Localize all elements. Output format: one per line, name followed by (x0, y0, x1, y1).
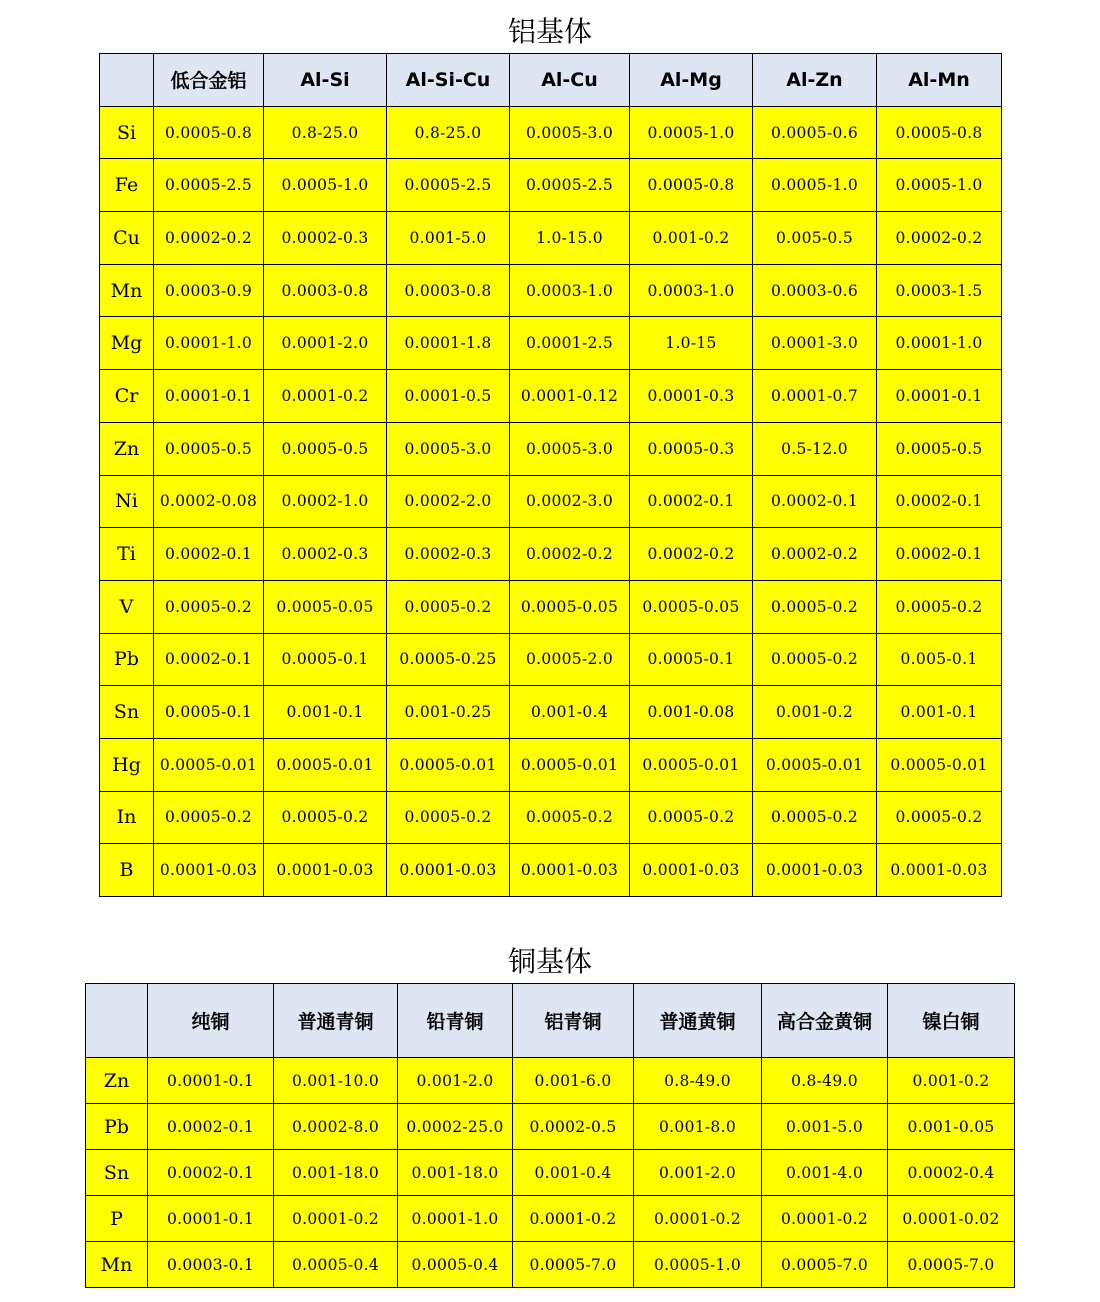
column-header: Al-Mg (630, 54, 753, 107)
element-label: Zn (100, 422, 154, 475)
table-row (100, 264, 1002, 317)
range-cell: 0.0005-0.01 (877, 738, 1002, 791)
table-row (100, 475, 1002, 528)
range-cell: 0.0001-0.03 (630, 844, 753, 897)
range-cell: 0.0005-0.05 (264, 580, 387, 633)
range-cell: 0.001-18.0 (398, 1150, 513, 1196)
element-label: In (100, 791, 154, 844)
range-cell: 0.0005-0.2 (387, 580, 510, 633)
copper-table-body (86, 1058, 1015, 1288)
range-cell: 0.0002-8.0 (274, 1104, 398, 1150)
table-row (86, 1242, 1015, 1288)
element-label: Si (100, 106, 154, 159)
table-row (100, 528, 1002, 581)
range-cell: 0.0005-0.2 (264, 791, 387, 844)
range-cell: 0.0002-25.0 (398, 1104, 513, 1150)
range-cell: 0.0005-0.2 (877, 580, 1002, 633)
range-cell: 0.8-25.0 (387, 106, 510, 159)
table-row (86, 1104, 1015, 1150)
range-cell: 0.0001-0.2 (762, 1196, 888, 1242)
header-corner-cell (86, 984, 148, 1058)
range-cell: 0.001-2.0 (398, 1058, 513, 1104)
range-cell: 0.0001-2.5 (510, 317, 630, 370)
range-cell: 0.005-0.1 (877, 633, 1002, 686)
range-cell: 0.0002-0.1 (630, 475, 753, 528)
range-cell: 0.0005-0.5 (264, 422, 387, 475)
range-cell: 0.0001-0.12 (510, 370, 630, 423)
range-cell: 0.001-2.0 (634, 1150, 762, 1196)
range-cell: 0.0005-0.2 (753, 791, 877, 844)
element-label: Mn (86, 1242, 148, 1288)
range-cell: 0.001-0.1 (264, 686, 387, 739)
table-row (100, 159, 1002, 212)
range-cell: 0.0001-0.03 (753, 844, 877, 897)
range-cell: 0.0005-1.0 (264, 159, 387, 212)
column-header: 低合金铝 (154, 54, 264, 107)
range-cell: 0.0005-1.0 (877, 159, 1002, 212)
range-cell: 0.0002-0.3 (264, 528, 387, 581)
range-cell: 0.8-49.0 (762, 1058, 888, 1104)
range-cell: 0.001-0.4 (510, 686, 630, 739)
range-cell: 0.0002-0.1 (154, 528, 264, 581)
range-cell: 0.001-0.08 (630, 686, 753, 739)
range-cell: 0.0002-2.0 (387, 475, 510, 528)
range-cell: 0.0005-3.0 (387, 422, 510, 475)
range-cell: 0.0003-0.8 (264, 264, 387, 317)
range-cell: 0.5-12.0 (753, 422, 877, 475)
range-cell: 1.0-15.0 (510, 212, 630, 265)
range-cell: 0.0001-0.2 (634, 1196, 762, 1242)
range-cell: 0.0005-1.0 (634, 1242, 762, 1288)
element-label: Pb (100, 633, 154, 686)
range-cell: 0.0001-0.3 (630, 370, 753, 423)
range-cell: 0.0005-0.8 (154, 106, 264, 159)
range-cell: 0.0001-0.02 (888, 1196, 1015, 1242)
range-cell: 0.0001-1.0 (154, 317, 264, 370)
range-cell: 0.0005-0.1 (154, 686, 264, 739)
range-cell: 0.0001-0.1 (154, 370, 264, 423)
range-cell: 0.0005-0.2 (387, 791, 510, 844)
table-row (86, 1196, 1015, 1242)
element-label: Cu (100, 212, 154, 265)
range-cell: 0.0001-0.2 (264, 370, 387, 423)
range-cell: 0.0005-0.25 (387, 633, 510, 686)
range-cell: 0.0005-2.5 (510, 159, 630, 212)
range-cell: 0.0005-0.05 (510, 580, 630, 633)
element-label: Hg (100, 738, 154, 791)
range-cell: 0.001-8.0 (634, 1104, 762, 1150)
column-header: 高合金黄铜 (762, 984, 888, 1058)
range-cell: 0.0005-0.05 (630, 580, 753, 633)
range-cell: 0.0005-0.2 (154, 791, 264, 844)
range-cell: 0.001-0.05 (888, 1104, 1015, 1150)
range-cell: 0.0005-0.2 (630, 791, 753, 844)
copper-base-title: 铜基体 (507, 945, 592, 978)
range-cell: 0.0001-3.0 (753, 317, 877, 370)
range-cell: 0.0002-3.0 (510, 475, 630, 528)
range-cell: 0.0005-3.0 (510, 106, 630, 159)
range-cell: 0.0005-0.3 (630, 422, 753, 475)
element-label: Fe (100, 159, 154, 212)
range-cell: 0.001-5.0 (762, 1104, 888, 1150)
range-cell: 0.005-0.5 (753, 212, 877, 265)
range-cell: 0.0001-0.2 (274, 1196, 398, 1242)
column-header: 纯铜 (148, 984, 274, 1058)
element-label: V (100, 580, 154, 633)
table-row (100, 791, 1002, 844)
range-cell: 0.0005-0.2 (154, 580, 264, 633)
range-cell: 0.0002-0.5 (513, 1104, 634, 1150)
range-cell: 0.0005-0.01 (753, 738, 877, 791)
range-cell: 0.0001-0.7 (753, 370, 877, 423)
range-cell: 0.0003-0.8 (387, 264, 510, 317)
element-label: Pb (86, 1104, 148, 1150)
column-header: 镍白铜 (888, 984, 1015, 1058)
range-cell: 0.0005-0.4 (274, 1242, 398, 1288)
column-header: Al-Mn (877, 54, 1002, 107)
table-row (100, 686, 1002, 739)
column-header: 普通黄铜 (634, 984, 762, 1058)
range-cell: 0.0001-0.03 (510, 844, 630, 897)
aluminum-table-body (100, 106, 1002, 896)
table-row (100, 106, 1002, 159)
copper-table-header (86, 984, 1015, 1058)
table-row (86, 1058, 1015, 1104)
range-cell: 0.0005-1.0 (753, 159, 877, 212)
range-cell: 0.0005-0.6 (753, 106, 877, 159)
aluminum-base-title: 铝基体 (507, 15, 592, 48)
range-cell: 0.0005-0.2 (877, 791, 1002, 844)
range-cell: 0.0002-0.1 (877, 475, 1002, 528)
header-corner-cell (100, 54, 154, 107)
range-cell: 1.0-15 (630, 317, 753, 370)
range-cell: 0.0002-0.1 (148, 1150, 274, 1196)
range-cell: 0.001-0.2 (888, 1058, 1015, 1104)
range-cell: 0.8-49.0 (634, 1058, 762, 1104)
range-cell: 0.0005-0.8 (630, 159, 753, 212)
range-cell: 0.0005-0.2 (753, 633, 877, 686)
range-cell: 0.001-0.2 (630, 212, 753, 265)
range-cell: 0.001-0.4 (513, 1150, 634, 1196)
range-cell: 0.0001-0.1 (148, 1196, 274, 1242)
range-cell: 0.0003-0.9 (154, 264, 264, 317)
range-cell: 0.0003-1.0 (630, 264, 753, 317)
range-cell: 0.0005-2.5 (387, 159, 510, 212)
range-cell: 0.0002-0.2 (154, 212, 264, 265)
range-cell: 0.0001-0.03 (387, 844, 510, 897)
column-header: 铝青铜 (513, 984, 634, 1058)
range-cell: 0.0005-0.5 (154, 422, 264, 475)
range-cell: 0.0005-7.0 (513, 1242, 634, 1288)
range-cell: 0.0005-0.01 (387, 738, 510, 791)
range-cell: 0.0002-0.3 (264, 212, 387, 265)
range-cell: 0.0001-0.03 (264, 844, 387, 897)
table-row (100, 580, 1002, 633)
range-cell: 0.0005-7.0 (888, 1242, 1015, 1288)
range-cell: 0.0002-0.08 (154, 475, 264, 528)
range-cell: 0.0005-0.01 (630, 738, 753, 791)
range-cell: 0.0002-0.1 (148, 1104, 274, 1150)
range-cell: 0.0002-0.2 (510, 528, 630, 581)
copper-base-table (85, 983, 1015, 1288)
table-row (100, 422, 1002, 475)
range-cell: 0.0005-0.2 (753, 580, 877, 633)
range-cell: 0.0001-0.03 (877, 844, 1002, 897)
range-cell: 0.001-0.2 (753, 686, 877, 739)
range-cell: 0.0005-0.5 (877, 422, 1002, 475)
range-cell: 0.0005-0.01 (510, 738, 630, 791)
range-cell: 0.0003-1.0 (510, 264, 630, 317)
table-row (100, 844, 1002, 897)
column-header: Al-Si (264, 54, 387, 107)
range-cell: 0.0002-0.2 (753, 528, 877, 581)
range-cell: 0.001-0.25 (387, 686, 510, 739)
range-cell: 0.0005-0.4 (398, 1242, 513, 1288)
range-cell: 0.0002-0.2 (630, 528, 753, 581)
range-cell: 0.001-5.0 (387, 212, 510, 265)
range-cell: 0.0001-1.8 (387, 317, 510, 370)
column-header: 铅青铜 (398, 984, 513, 1058)
range-cell: 0.0002-0.2 (877, 212, 1002, 265)
range-cell: 0.0001-0.1 (877, 370, 1002, 423)
range-cell: 0.8-25.0 (264, 106, 387, 159)
range-cell: 0.0005-0.1 (630, 633, 753, 686)
element-label: Ti (100, 528, 154, 581)
range-cell: 0.0003-0.1 (148, 1242, 274, 1288)
table-row (100, 370, 1002, 423)
range-cell: 0.0001-0.1 (148, 1058, 274, 1104)
element-label: Sn (86, 1150, 148, 1196)
element-label: Ni (100, 475, 154, 528)
range-cell: 0.0001-1.0 (398, 1196, 513, 1242)
table-row (100, 633, 1002, 686)
element-label: P (86, 1196, 148, 1242)
range-cell: 0.0002-0.1 (877, 528, 1002, 581)
range-cell: 0.0001-0.2 (513, 1196, 634, 1242)
range-cell: 0.0005-0.8 (877, 106, 1002, 159)
aluminum-table-header (100, 54, 1002, 107)
range-cell: 0.0002-0.1 (154, 633, 264, 686)
range-cell: 0.0005-7.0 (762, 1242, 888, 1288)
aluminum-base-table (99, 53, 1002, 897)
range-cell: 0.0002-0.4 (888, 1150, 1015, 1196)
range-cell: 0.0001-2.0 (264, 317, 387, 370)
table-row (100, 738, 1002, 791)
range-cell: 0.0005-2.5 (154, 159, 264, 212)
range-cell: 0.001-4.0 (762, 1150, 888, 1196)
range-cell: 0.0001-0.5 (387, 370, 510, 423)
range-cell: 0.0002-0.3 (387, 528, 510, 581)
table-row (100, 317, 1002, 370)
element-label: Mn (100, 264, 154, 317)
range-cell: 0.0005-0.2 (510, 791, 630, 844)
column-header: Al-Cu (510, 54, 630, 107)
range-cell: 0.0001-0.03 (154, 844, 264, 897)
range-cell: 0.001-6.0 (513, 1058, 634, 1104)
range-cell: 0.0003-0.6 (753, 264, 877, 317)
range-cell: 0.0005-0.1 (264, 633, 387, 686)
range-cell: 0.0005-2.0 (510, 633, 630, 686)
element-label: Cr (100, 370, 154, 423)
range-cell: 0.0005-3.0 (510, 422, 630, 475)
range-cell: 0.0005-0.01 (264, 738, 387, 791)
range-cell: 0.0002-1.0 (264, 475, 387, 528)
element-label: Zn (86, 1058, 148, 1104)
range-cell: 0.001-0.1 (877, 686, 1002, 739)
range-cell: 0.0005-1.0 (630, 106, 753, 159)
element-label: Mg (100, 317, 154, 370)
range-cell: 0.0005-0.01 (154, 738, 264, 791)
element-label: Sn (100, 686, 154, 739)
column-header: Al-Zn (753, 54, 877, 107)
column-header: Al-Si-Cu (387, 54, 510, 107)
column-header: 普通青铜 (274, 984, 398, 1058)
table-row (100, 212, 1002, 265)
element-label: B (100, 844, 154, 897)
range-cell: 0.0002-0.1 (753, 475, 877, 528)
table-row (86, 1150, 1015, 1196)
range-cell: 0.001-18.0 (274, 1150, 398, 1196)
range-cell: 0.001-10.0 (274, 1058, 398, 1104)
range-cell: 0.0003-1.5 (877, 264, 1002, 317)
range-cell: 0.0001-1.0 (877, 317, 1002, 370)
